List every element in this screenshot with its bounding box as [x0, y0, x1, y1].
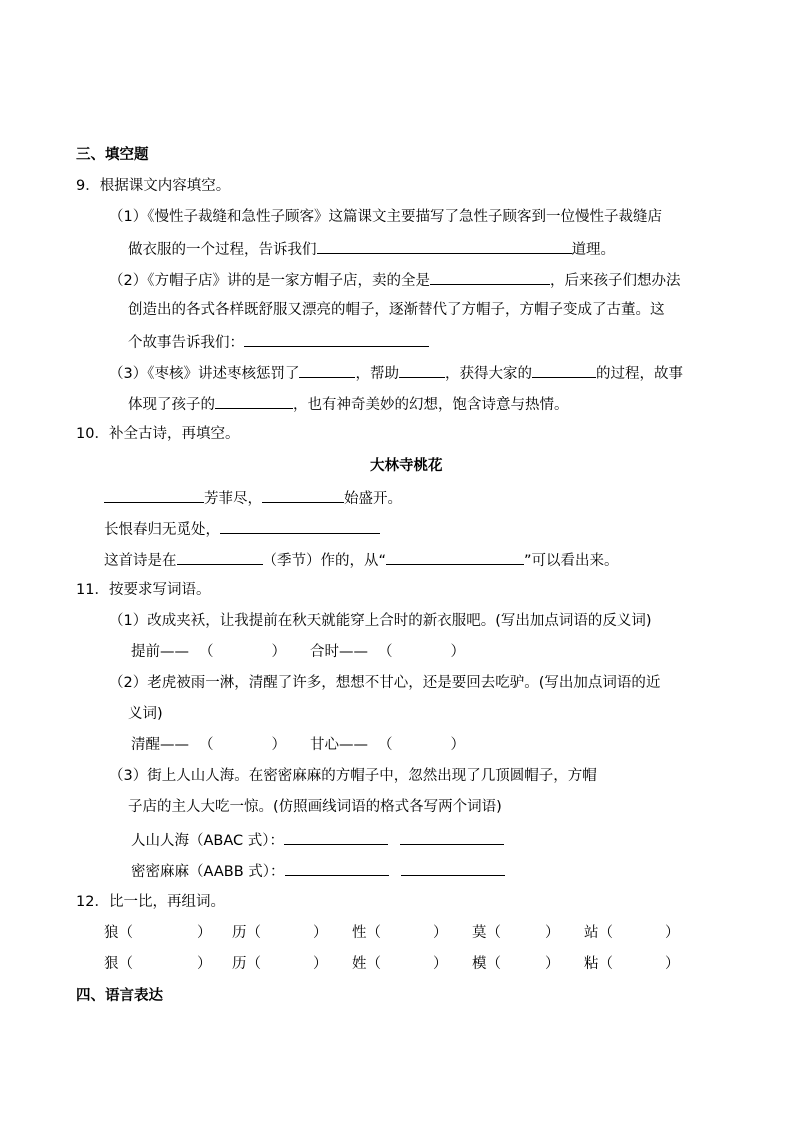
q9-part1-end: 道理。 [571, 242, 615, 258]
answer-blank[interactable] [220, 518, 380, 534]
q11-part3-line1: （3）街上人山人海。在密密麻麻的方帽子中，忽然出现了几顶圆帽子，方帽 [109, 768, 597, 784]
poem-text: 长恨春归无觅处， [104, 522, 220, 538]
compare-row-1 [472, 923, 560, 943]
answer-blank[interactable] [285, 860, 389, 876]
section-heading-fill-blanks: 三、填空题 [76, 147, 149, 163]
paren: （ [598, 956, 613, 972]
paren: ） [433, 956, 448, 972]
q9-part3-text: 的过程，故事 [595, 366, 683, 382]
paren: （ [366, 956, 381, 972]
word-prompt: 清醒—— [131, 737, 189, 753]
paren: ） [197, 956, 212, 972]
compare-row-2 [584, 954, 680, 974]
compare-row-1 [352, 923, 448, 943]
answer-blank[interactable] [386, 549, 524, 565]
paren: ） [545, 925, 560, 941]
q9-part2-line1 [109, 269, 680, 291]
question-12-stem: 12．比一比，再组词。 [76, 894, 225, 910]
q11-part2-line2: 义词) [128, 706, 163, 722]
q9-part3-line2 [128, 393, 569, 415]
compare-char: 莫 [472, 925, 487, 941]
answer-blank[interactable] [401, 860, 505, 876]
q9-part2-text: （2）《方帽子店》讲的是一家方帽子店，卖的全是 [109, 273, 430, 289]
poem-question [104, 549, 619, 571]
q11-abac-line [131, 829, 504, 851]
paren: （ [378, 737, 393, 753]
paren: （ [366, 925, 381, 941]
compare-row-2 [352, 954, 448, 974]
q9-part1-text: 做衣服的一个过程，告诉我们 [128, 242, 317, 258]
compare-char: 历 [232, 956, 247, 972]
q9-part2-line2: 创造出的各式各样既舒服又漂亮的帽子，逐渐替代了方帽子，方帽子变成了古董。这 [128, 302, 665, 318]
paren: ） [271, 644, 286, 660]
paren: ） [433, 925, 448, 941]
q9-part3-text: 体现了孩子的 [128, 397, 215, 413]
compare-row-1 [232, 923, 328, 943]
paren: （ [246, 956, 261, 972]
q11-part1-words [131, 642, 465, 662]
q9-part3-text: ，获得大家的 [444, 366, 532, 382]
paren: ） [450, 737, 465, 753]
paren: （ [199, 737, 214, 753]
compare-row-1 [104, 923, 212, 943]
q9-part2-line3 [128, 331, 429, 353]
answer-blank[interactable] [215, 393, 293, 409]
answer-blank[interactable] [244, 331, 429, 347]
paren: （ [118, 956, 133, 972]
paren: （ [199, 644, 214, 660]
paren: ） [197, 925, 212, 941]
compare-char: 性 [352, 925, 367, 941]
q11-part2-words [131, 735, 465, 755]
poem-question-text: （季节）作的，从“ [262, 553, 387, 569]
paren: （ [598, 925, 613, 941]
answer-blank[interactable] [262, 487, 344, 503]
paren: ） [450, 644, 465, 660]
q9-part3-line1 [109, 362, 683, 384]
q9-part2-text3: 个故事告诉我们： [128, 335, 244, 351]
poem-text: 始盛开。 [344, 491, 402, 507]
question-9-stem: 9．根据课文内容填空。 [76, 178, 231, 194]
poem-question-text: ”可以看出来。 [524, 553, 619, 569]
compare-char: 狼 [104, 925, 119, 941]
poem-title: 大林寺桃花 [370, 458, 443, 474]
compare-char: 姓 [352, 956, 367, 972]
answer-blank[interactable] [104, 487, 204, 503]
q11-part2-line1: （2）老虎被雨一淋，清醒了许多，想想不甘心，还是要回去吃驴。(写出加点词语的近 [109, 675, 661, 691]
section-heading-language: 四、语言表达 [76, 988, 163, 1004]
paren: （ [486, 925, 501, 941]
q11-aabb-line [131, 860, 505, 882]
pattern-label: 人山人海（ABAC 式）： [131, 833, 285, 849]
question-11-stem: 11．按要求写词语。 [76, 582, 211, 598]
paren: ） [271, 737, 286, 753]
answer-blank[interactable] [399, 362, 445, 378]
poem-line-1 [104, 487, 402, 509]
q9-part3-text: ，也有神奇美妙的幻想，饱含诗意与热情。 [293, 397, 569, 413]
paren: （ [378, 644, 393, 660]
answer-blank[interactable] [532, 362, 596, 378]
answer-blank[interactable] [177, 549, 263, 565]
word-prompt: 提前—— [131, 644, 189, 660]
paren: ） [313, 956, 328, 972]
compare-row-2 [232, 954, 328, 974]
compare-char: 站 [584, 925, 599, 941]
word-prompt: 合时—— [310, 644, 368, 660]
q9-part1-line2 [128, 238, 615, 260]
compare-row-2 [472, 954, 560, 974]
paren: （ [486, 956, 501, 972]
poem-question-text: 这首诗是在 [104, 553, 177, 569]
q9-part1-line1: （1）《慢性子裁缝和急性子顾客》这篇课文主要描写了急性子顾客到一位慢性子裁缝店 [109, 209, 662, 225]
answer-blank[interactable] [430, 269, 550, 285]
answer-blank[interactable] [317, 238, 572, 254]
question-10-stem: 10．补全古诗，再填空。 [76, 426, 240, 442]
poem-text: 芳菲尽， [204, 491, 262, 507]
compare-row-2 [104, 954, 212, 974]
word-prompt: 甘心—— [310, 737, 368, 753]
q9-part3-text: （3）《枣核》讲述枣核惩罚了 [109, 366, 300, 382]
answer-blank[interactable] [299, 362, 355, 378]
q9-part3-text: ，帮助 [355, 366, 399, 382]
answer-blank[interactable] [400, 829, 504, 845]
paren: ） [665, 956, 680, 972]
paren: （ [246, 925, 261, 941]
paren: ） [665, 925, 680, 941]
q11-part3-line2: 子店的主人大吃一惊。(仿照画线词语的格式各写两个词语) [128, 799, 502, 815]
poem-line-2 [104, 518, 380, 540]
compare-char: 模 [472, 956, 487, 972]
q11-part1: （1）改成夹袄，让我提前在秋天就能穿上合时的新衣服吧。(写出加点词语的反义词) [109, 613, 652, 629]
paren: ） [313, 925, 328, 941]
q9-part2-text2: ，后来孩子们想办法 [549, 273, 681, 289]
compare-char: 历 [232, 925, 247, 941]
paren: （ [118, 925, 133, 941]
pattern-label: 密密麻麻（AABB 式）： [131, 864, 285, 880]
compare-row-1 [584, 923, 680, 943]
compare-char: 狠 [104, 956, 119, 972]
compare-char: 粘 [584, 956, 599, 972]
paren: ） [545, 956, 560, 972]
answer-blank[interactable] [284, 829, 388, 845]
